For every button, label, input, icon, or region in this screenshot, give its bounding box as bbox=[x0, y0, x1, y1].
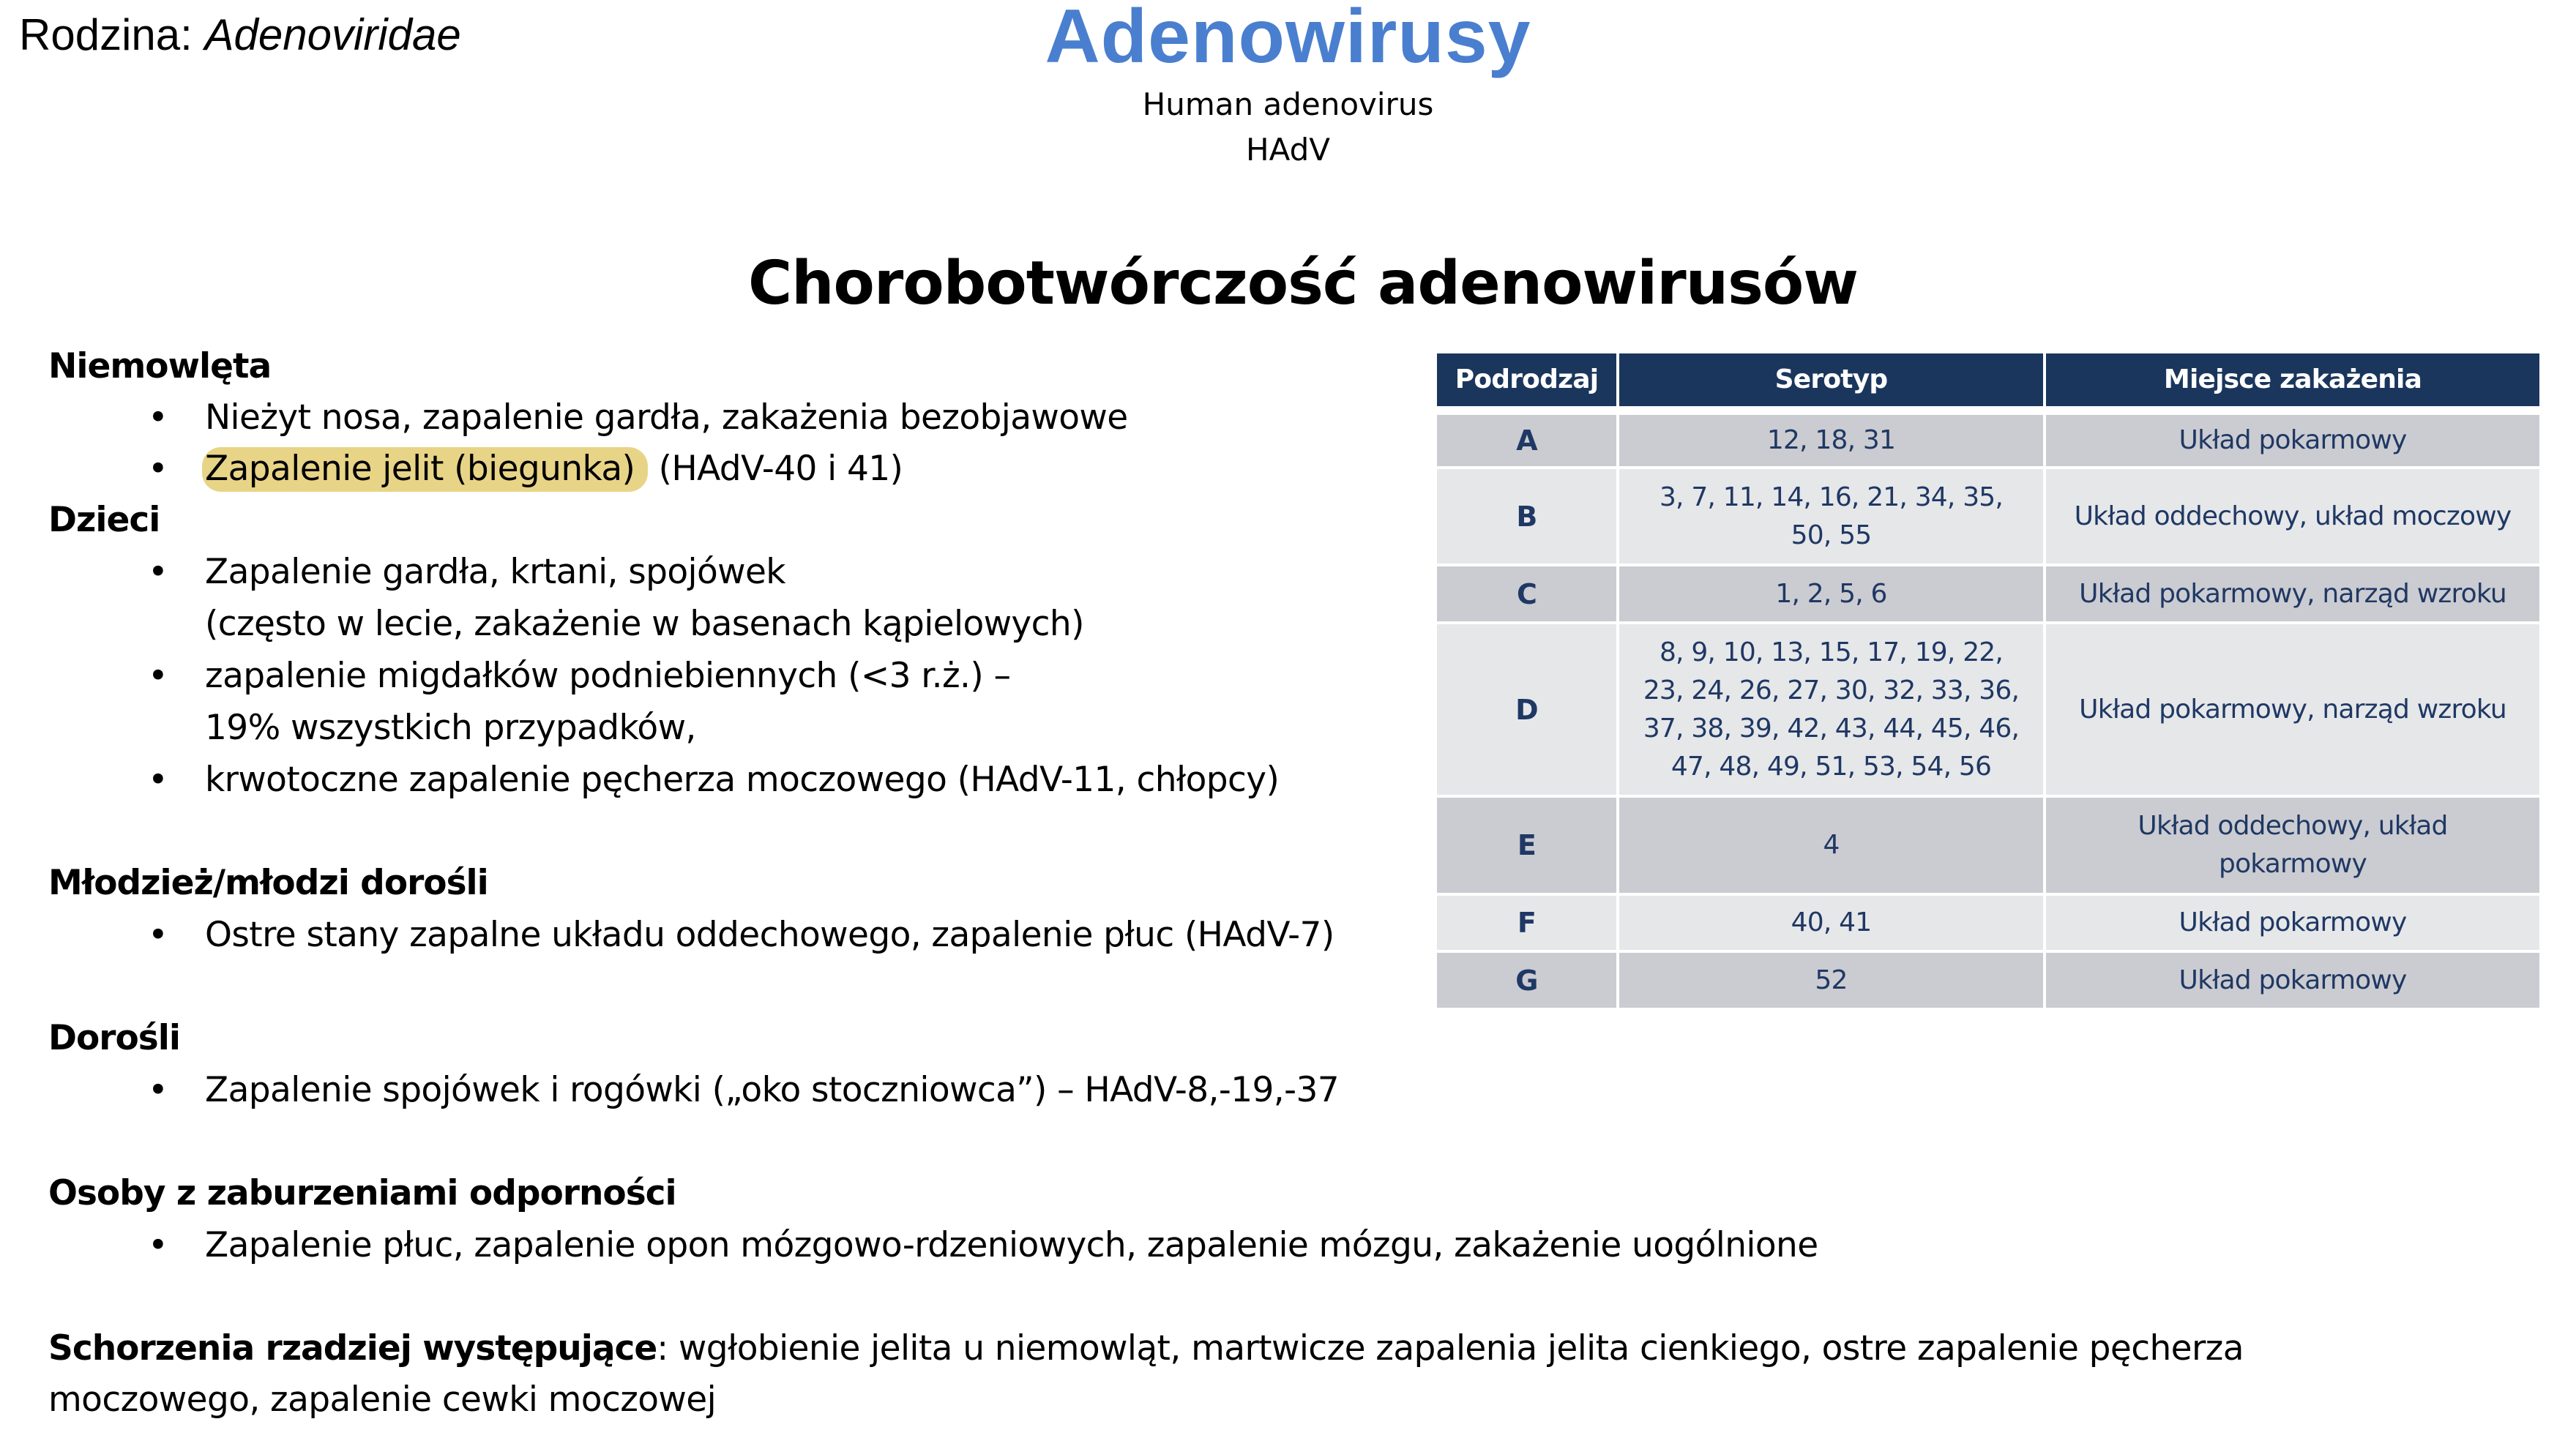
list-item bbox=[148, 446, 903, 492]
cell-infection-site: Układ oddechowy, układ moczowy bbox=[2046, 469, 2539, 564]
cell-infection-site: Układ pokarmowy bbox=[2046, 415, 2539, 466]
group-heading-immunocompromised: Osoby z zaburzeniami odporności bbox=[48, 1173, 676, 1213]
list-item-text: zapalenie migdałków podniebiennych (<3 r.ż.) – bbox=[205, 656, 1011, 696]
column-header-subgenus: Podrodzaj bbox=[1437, 353, 1616, 406]
list-item-continuation: (często w lecie, zakażenie w basenach kąpielowych) bbox=[205, 604, 1084, 644]
group-heading-adults: Dorośli bbox=[48, 1018, 180, 1058]
subtitle-full-name: Human adenovirus bbox=[1142, 86, 1434, 122]
cell-subgenus: C bbox=[1437, 566, 1616, 621]
cell-subgenus: E bbox=[1437, 798, 1616, 893]
bullet-icon: • bbox=[148, 760, 168, 800]
list-item-text: Zapalenie płuc, zapalenie opon mózgowo-rdzeniowych, zapalenie mózgu, zakażenie uogólnione bbox=[205, 1225, 1818, 1265]
bullet-icon: • bbox=[148, 656, 168, 696]
subtitle-abbreviation: HAdV bbox=[1246, 132, 1330, 168]
list-item bbox=[148, 1223, 1818, 1268]
list-item bbox=[148, 654, 1011, 699]
cell-infection-site: Układ pokarmowy, narząd wzroku bbox=[2046, 566, 2539, 621]
group-heading-infants: Niemowlęta bbox=[48, 346, 272, 386]
list-item-text: Ostre stany zapalne układu oddechowego, zapalenie płuc (HAdV-7) bbox=[205, 915, 1334, 955]
cell-serotypes: 8, 9, 10, 13, 15, 17, 19, 22, 23, 24, 26, 27, 30, 32, 33, 36, 37, 38, 39, 42, 43, 44, 45, 46, 47, 48, 49, 51, 53, 54, 56 bbox=[1619, 624, 2043, 795]
bullet-icon: • bbox=[148, 915, 168, 955]
cell-infection-site: Układ pokarmowy, narząd wzroku bbox=[2046, 624, 2539, 795]
family-name: Adenoviridae bbox=[204, 10, 461, 59]
cell-subgenus: A bbox=[1437, 415, 1616, 466]
list-item-text: krwotoczne zapalenie pęcherza moczowego (HAdV-11, chłopcy) bbox=[205, 760, 1280, 800]
rare-disorders-text-line2: moczowego, zapalenie cewki moczowej bbox=[48, 1379, 717, 1420]
bullet-icon: • bbox=[148, 552, 168, 592]
table-header-row bbox=[1437, 353, 2539, 406]
bullet-icon: • bbox=[148, 449, 168, 489]
table-row bbox=[1437, 469, 2539, 564]
cell-subgenus: F bbox=[1437, 896, 1616, 950]
table-row bbox=[1437, 624, 2539, 795]
rare-disorders-paragraph bbox=[48, 1323, 2318, 1426]
cell-infection-site: Układ oddechowy, układ pokarmowy bbox=[2046, 798, 2539, 893]
cell-subgenus: D bbox=[1437, 624, 1616, 795]
list-item bbox=[148, 757, 1280, 803]
table-row bbox=[1437, 798, 2539, 893]
table-row bbox=[1437, 896, 2539, 950]
group-heading-children: Dzieci bbox=[48, 500, 160, 540]
cell-subgenus: G bbox=[1437, 953, 1616, 1008]
list-item bbox=[148, 395, 1128, 441]
list-item-text: (HAdV-40 i 41) bbox=[648, 449, 903, 489]
bullet-icon: • bbox=[148, 1070, 168, 1110]
table-row bbox=[1437, 953, 2539, 1008]
cell-infection-site: Układ pokarmowy bbox=[2046, 896, 2539, 950]
cell-subgenus: B bbox=[1437, 469, 1616, 564]
table-row bbox=[1437, 415, 2539, 466]
table-row bbox=[1437, 566, 2539, 621]
family-label-prefix: Rodzina: bbox=[19, 10, 193, 59]
rare-disorders-label: Schorzenia rzadziej występujące bbox=[48, 1328, 657, 1368]
list-item bbox=[148, 913, 1334, 958]
column-header-infection-site: Miejsce zakażenia bbox=[2046, 353, 2539, 406]
group-heading-youth: Młodzież/młodzi dorośli bbox=[48, 863, 488, 903]
page-title: Adenowirusy bbox=[1045, 0, 1531, 79]
list-item-text: Zapalenie gardła, krtani, spojówek bbox=[205, 552, 785, 592]
list-item-text: Zapalenie spojówek i rogówki („oko stoczniowca”) – HAdV-8,-19,-37 bbox=[205, 1070, 1340, 1110]
list-item-text: Nieżyt nosa, zapalenie gardła, zakażenia bezobjawowe bbox=[205, 397, 1128, 438]
cell-serotypes: 52 bbox=[1619, 953, 2043, 1008]
cell-serotypes: 12, 18, 31 bbox=[1619, 415, 2043, 466]
bullet-icon: • bbox=[148, 1225, 168, 1265]
column-header-serotype: Serotyp bbox=[1619, 353, 2043, 406]
bullet-icon: • bbox=[148, 397, 168, 438]
section-title: Chorobotwórczość adenowirusów bbox=[748, 249, 1858, 318]
cell-serotypes: 4 bbox=[1619, 798, 2043, 893]
rare-disorders-colon: : bbox=[657, 1328, 668, 1368]
rare-disorders-text-line1: wgłobienie jelita u niemowląt, martwicze zapalenia jelita cienkiego, ostre zapalenie pęcherza bbox=[668, 1328, 2244, 1368]
highlighted-text: Zapalenie jelit (biegunka) bbox=[202, 447, 648, 492]
cell-serotypes: 1, 2, 5, 6 bbox=[1619, 566, 2043, 621]
list-item bbox=[148, 550, 785, 595]
cell-serotypes: 3, 7, 11, 14, 16, 21, 34, 35, 50, 55 bbox=[1619, 469, 2043, 564]
list-item-continuation: 19% wszystkich przypadków, bbox=[205, 708, 696, 748]
cell-serotypes: 40, 41 bbox=[1619, 896, 2043, 950]
list-item bbox=[148, 1068, 1340, 1113]
cell-infection-site: Układ pokarmowy bbox=[2046, 953, 2539, 1008]
